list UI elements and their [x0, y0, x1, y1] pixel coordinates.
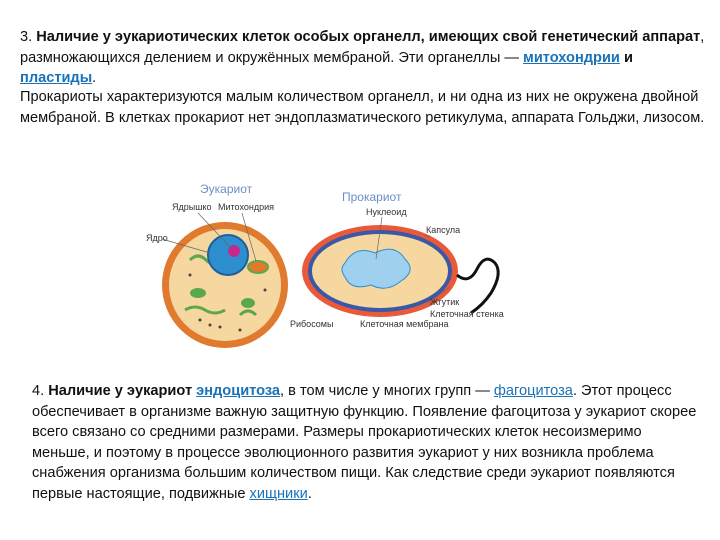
- label-ribosomes: Рибосомы: [290, 319, 334, 329]
- label-capsule: Капсула: [426, 225, 461, 235]
- cell-diagram: [130, 175, 510, 375]
- label-flagellum: Жгутик: [430, 297, 460, 307]
- paragraph-endocytosis: [32, 381, 702, 504]
- prokaryote-title: Прокариот: [342, 190, 402, 204]
- link-plastids[interactable]: пластиды: [20, 70, 93, 86]
- link-phagocytosis[interactable]: фагоцитоза: [493, 383, 573, 399]
- eukaryote-cell: [162, 222, 288, 348]
- body-text: , размножающихся делением и окружённых мембраной. Эти органеллы —: [20, 29, 705, 66]
- paragraph-prokaryotes: Прокариоты характеризуются малым количеством органелл, и ни одна из них не окружена двойной мембраной. В клетках прокариот нет эндоплазматического ретикулума, аппарата Гольджи, лизосом.: [20, 89, 705, 126]
- cell-comparison-figure: [130, 175, 510, 375]
- bold-heading: Наличие у эукариотических клеток особых органелл, имеющих свой генетический аппарат: [36, 29, 701, 45]
- prokaryote-cell: [302, 225, 498, 317]
- eukaryote-title: Эукариот: [200, 182, 253, 196]
- item-number: 3.: [20, 29, 33, 45]
- flagellum: [457, 259, 498, 313]
- link-mitochondria[interactable]: митохондрии: [523, 49, 620, 66]
- link-predators[interactable]: хищники: [249, 485, 308, 502]
- conjunction: и: [619, 49, 633, 66]
- label-mitochondria: Митохондрия: [218, 202, 274, 212]
- mitochondrion: [248, 261, 268, 273]
- item-number: 4.: [32, 383, 45, 399]
- label-nucleus: Ядро: [146, 233, 168, 243]
- nucleoid: [342, 249, 410, 288]
- nucleus: [208, 235, 248, 275]
- bold-heading: Наличие у эукариот: [48, 383, 193, 399]
- period: .: [307, 485, 312, 502]
- organelle: [190, 288, 206, 298]
- label-nucleolus: Ядрышко: [172, 202, 212, 212]
- label-cell-membrane: Клеточная мембрана: [360, 319, 449, 329]
- link-endocytosis[interactable]: эндоцитоза: [196, 383, 281, 399]
- period: .: [92, 70, 97, 86]
- body-text: , в том числе у многих групп —: [280, 383, 494, 399]
- label-cell-wall: Клеточная стенка: [430, 309, 504, 319]
- label-nucleoid: Нуклеоид: [366, 207, 407, 217]
- paragraph-organelles: [20, 27, 710, 89]
- organelle: [241, 298, 255, 308]
- body-text: . Этот процесс обеспечивает в организме важную защитную функцию. Появление фагоцитоза у эукариот скорее всего связано со средними размерами. Размеры прокариотических клеток несоизмеримо меньше, и поэтому в процессе эволюционного развития эукариот у них возникла проблема снабжения организма большим количеством пищи. Как следствие среди эукариот появляются первые настоящие, подвижные: [32, 383, 697, 502]
